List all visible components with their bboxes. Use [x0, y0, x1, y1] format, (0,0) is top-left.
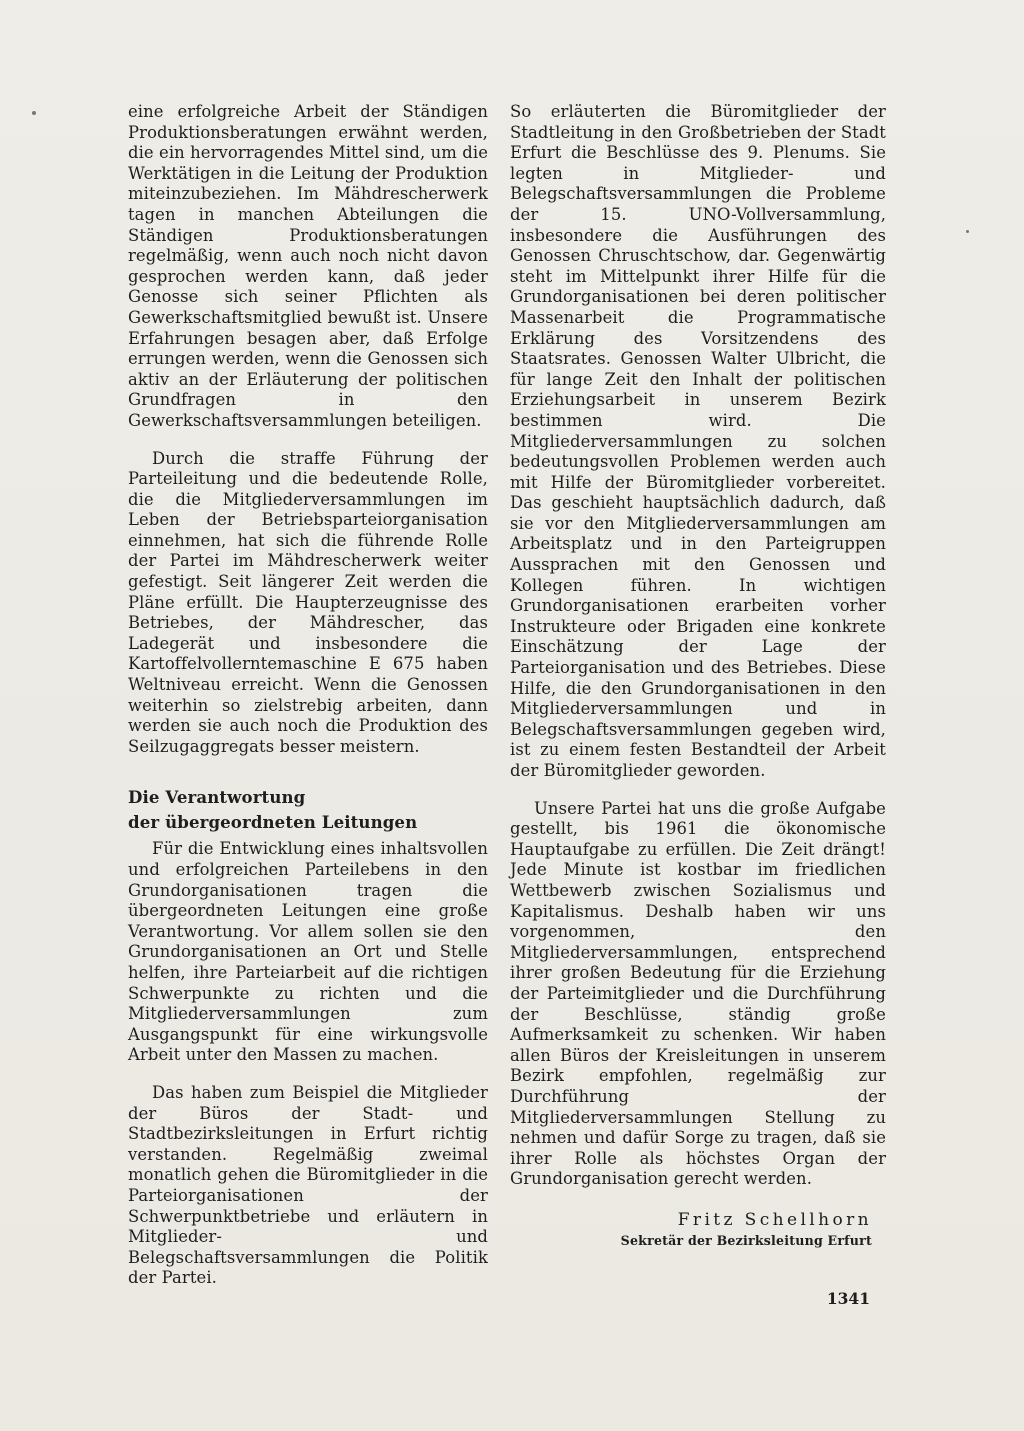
right-column [510, 102, 886, 1250]
left-column [128, 102, 488, 1289]
page-number: 1341 [826, 1289, 870, 1308]
left-paragraph-4: Das haben zum Beispiel die Mitglieder der Büros der Stadt- und Stadtbezirksleitungen in Erfurt richtig verstanden. Regelmäßig zweimal monatlich gehen die Büromitglieder in die Parteiorganisationen der Schwerpunktbetriebe und erläutern in Mitglieder- und Belegschaftsversammlungen die Politik der Partei. [128, 1082, 488, 1288]
left-paragraph-1: eine erfolgreiche Arbeit der Ständigen Produktionsberatungen erwähnt werden, die ein hervorragendes Mittel sind, um die Werktätigen in die Leitung der Produktion miteinzubeziehen. Im Mähdrescherwerk tagen in manchen Abteilungen die Ständigen Produktionsberatungen regelmäßig, wenn auch noch nicht davon gesprochen werden kann, daß jeder Genosse sich seiner Pflichten als Gewerkschaftsmitglied bewußt ist. Unsere Erfahrungen besagen aber, daß Erfolge errungen werden, wenn die Genossen sich aktiv an der Erläuterung der politischen Grundfragen in den Gewerkschaftsversammlungen beteiligen. [128, 102, 488, 430]
left-paragraph-2: Durch die straffe Führung der Parteileitung und die bedeutende Rolle, die die Mitgliederversammlungen im Leben der Betriebsparteiorganisation einnehmen, hat sich die führende Rolle der Partei im Mähdrescherwerk weiter gefestigt. Seit längerer Zeit werden die Pläne erfüllt. Die Haupterzeugnisse des Betriebes, der Mähdrescher, das Ladegerät und insbesondere die Kartoffelvollerntemaschine E 675 haben Weltniveau erreicht. Wenn die Genossen weiterhin so zielstrebig arbeiten, dann werden sie auch noch die Produktion des Seilzugaggregats besser meistern. [128, 448, 488, 756]
right-paragraph-1: So erläuterten die Büromitglieder der Stadtleitung in den Großbetrieben der Stadt Erfurt die Beschlüsse des 9. Plenums. Sie legten in Mitglieder- und Belegschaftsversammlungen die Probleme der 15. UNO-Vollversammlung, insbesondere die Ausführungen des Genossen Chruschtschow, dar. Gegenwärtig steht im Mittelpunkt ihrer Hilfe für die Grundorganisationen bei deren politischer Massenarbeit die Programmatische Erklärung des Vorsitzendens des Staatsrates. Genossen Walter Ulbricht, die für lange Zeit den Inhalt der politischen Erziehungsarbeit in unserem Bezirk bestimmen wird. Die Mitgliederversammlungen zu solchen bedeutungsvollen Problemen werden auch mit Hilfe der Büromitglieder vorbereitet. Das geschieht hauptsächlich dadurch, daß sie vor den Mitgliederversammlungen am Arbeitsplatz und in den Parteigruppen Aussprachen mit den Genossen und Kollegen führen. In wichtigen Grundorganisationen erarbeiten vorher Instrukteure oder Brigaden eine konkrete Einschätzung der Lage der Parteiorganisation und des Betriebes. Diese Hilfe, die den Grundorganisationen in den Mitgliederversammlungen und in Belegschaftsversammlungen gegeben wird, ist zu einem festen Bestandteil der Arbeit der Büromitglieder geworden. [510, 102, 886, 780]
scan-speck [966, 230, 969, 233]
section-heading-line-2: der übergeordneten Leitungen [128, 812, 418, 833]
section-heading-line-1: Die Verantwortung [128, 787, 306, 808]
right-paragraph-2: Unsere Partei hat uns die große Aufgabe gestellt, bis 1961 die ökonomische Hauptaufgabe zu erfüllen. Die Zeit drängt! Jede Minute ist kostbar im friedlichen Wettbewerb zwischen Sozialismus und Kapitalismus. Deshalb haben wir uns vorgenommen, den Mitgliederversammlungen, entsprechend ihrer großen Bedeutung für die Erziehung der Parteimitglieder und die Durchführung der Beschlüsse, ständig große Aufmerksamkeit zu schenken. Wir haben allen Büros der Kreisleitungen in unserem Bezirk empfohlen, regelmäßig zur Durchführung der Mitgliederversammlungen Stellung zu nehmen und dafür Sorge zu tragen, daß sie ihrer Rolle als höchstes Organ der Grundorganisation gerecht werden. [510, 798, 886, 1189]
signature-name: Fritz Schellhorn [677, 1209, 872, 1230]
left-paragraph-3: Für die Entwicklung eines inhaltsvollen und erfolgreichen Parteilebens in den Grundorganisationen tragen die übergeordneten Leitungen eine große Verantwortung. Vor allem sollen sie den Grundorganisationen an Ort und Stelle helfen, ihre Parteiarbeit auf die richtigen Schwerpunkte zu richten und die Mitgliederversammlungen zum Ausgangspunkt für eine wirkungsvolle Arbeit unter den Massen zu machen. [128, 839, 488, 1065]
signature-title: Sekretär der Bezirksleitung Erfurt [620, 1233, 872, 1249]
scan-speck [32, 111, 36, 115]
